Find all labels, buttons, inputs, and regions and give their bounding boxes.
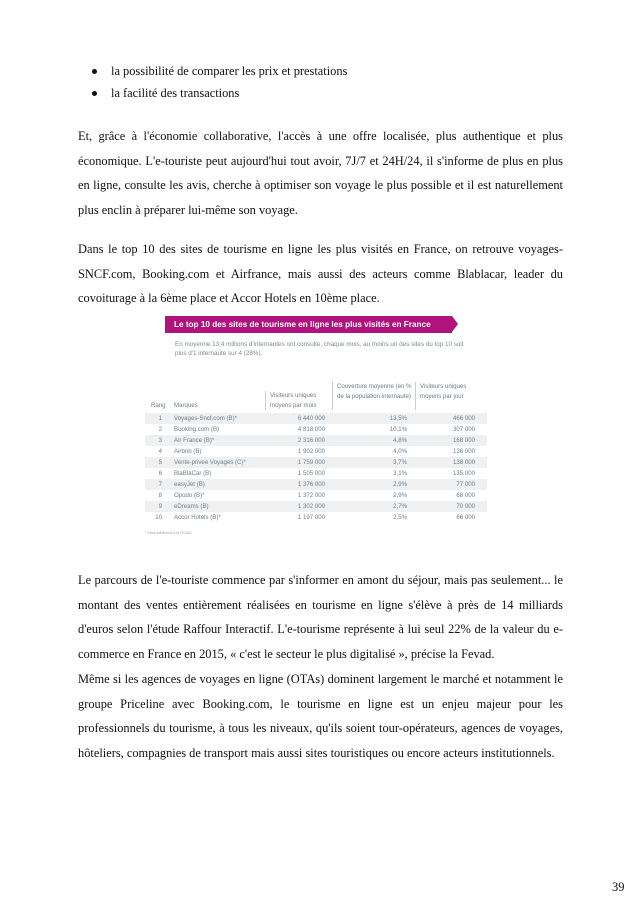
cell-brand: eDreams (B) [174, 503, 209, 510]
cell-visitors: 1 197 000 [297, 514, 325, 521]
bullet-icon [92, 91, 97, 96]
bullet-list [92, 60, 347, 104]
paragraph-text: Même si les agences de voyages en ligne (OTAs) dominent largement le marché et notamment le groupe Priceline avec Booking.com, le tourisme en ligne est un enjeu majeur pour les professionnels du tourisme, à tous les niveaux, qu'ils soient tour-opérateurs, agences de voyages, hôteliers, compagnies de transport mais aussi sites touristiques ou encore acteurs institutionnels. [78, 671, 563, 760]
list-item [92, 82, 347, 104]
header-rank: Rang [151, 402, 166, 409]
cell-coverage: 2,7% [393, 503, 407, 510]
cell-visitors: 1 302 000 [297, 503, 325, 510]
cell-coverage: 4,8% [393, 437, 407, 444]
header-brand: Marques [174, 402, 198, 409]
header-visitors: Visiteurs uniques moyens par mois [265, 391, 330, 410]
cell-visitors: 1 902 000 [297, 448, 325, 455]
table-row [145, 413, 487, 424]
bullet-icon [92, 69, 97, 74]
paragraph-top10-intro [78, 237, 563, 311]
table-row [145, 424, 487, 435]
cell-visitors: 4 818 000 [297, 426, 325, 433]
banner-arrow-icon [452, 316, 458, 332]
cell-coverage: 2,9% [393, 492, 407, 499]
top10-figure [145, 313, 487, 543]
table-row [145, 490, 487, 501]
table-row [145, 468, 487, 479]
paragraph-text: Dans le top 10 des sites de tourisme en ligne les plus visités en France, on retrouve voyages-SNCF.com, Booking.com et Airfrance, mais aussi des acteurs comme Blablacar, leader du covoiturage à la 6ème place et Accor Hotels en 10ème place. [78, 242, 563, 306]
cell-brand: Booking.com (B) [174, 426, 220, 433]
cell-daily: 77 000 [456, 481, 475, 488]
cell-daily: 466 000 [452, 415, 475, 422]
cell-rank: 1 [158, 415, 162, 422]
cell-daily: 66 000 [456, 514, 475, 521]
header-daily: Visiteurs uniques moyens par jour [415, 382, 482, 410]
figure-subtitle: En moyenne 13,4 millions d'internautes ont consulté, chaque mois, au moins un des sites du top 10 soit plus d'1 internaute sur 4 (28%). [175, 341, 464, 357]
bullet-text: la possibilité de comparer les prix et prestations [111, 63, 348, 78]
table-row [145, 435, 487, 446]
cell-coverage: 3,1% [393, 470, 407, 477]
cell-brand: BlaBlaCar (B) [174, 470, 212, 477]
cell-brand: easyJet (B) [174, 481, 205, 488]
cell-rank: 7 [158, 481, 162, 488]
table-row [145, 457, 487, 468]
table-row [145, 501, 487, 512]
cell-brand: Opodo (B)* [174, 492, 205, 499]
cell-rank: 5 [158, 459, 162, 466]
cell-rank: 4 [158, 448, 162, 455]
cell-brand: Air France (B)* [174, 437, 215, 444]
cell-rank: 2 [158, 426, 162, 433]
cell-brand: Voyages-Sncf.com (B)* [174, 415, 237, 422]
cell-daily: 136 000 [452, 448, 475, 455]
cell-daily: 307 000 [452, 426, 475, 433]
page-number: 39 [612, 880, 625, 894]
cell-daily: 138 000 [452, 459, 475, 466]
list-item [92, 60, 347, 82]
figure-banner: Le top 10 des sites de tourisme en ligne les plus visités en France [165, 316, 452, 333]
header-coverage: Couverture moyenne (en % de la population internaute) [332, 382, 413, 410]
cell-brand: Airbnb (B) [174, 448, 202, 455]
bullet-text: la facilité des transactions [111, 85, 240, 100]
figure-footnote: * Sites adhérents à la FEVAD [145, 531, 192, 535]
cell-visitors: 1 376 000 [297, 481, 325, 488]
cell-daily: 135 000 [452, 470, 475, 477]
paragraph-text: Le parcours de l'e-touriste commence par s'informer en amont du séjour, mais pas seulement... le montant des ventes entièrement réalisées en tourisme en ligne s'élève à près de 14 milliards d'euros selon l'étude Raffour Interactif. L'e-tourisme représente à lui seul 22% de la valeur du e-commerce en France en 2015, « c'est le secteur le plus digitalisé », précise la Fevad. [78, 573, 563, 662]
paragraph-collaborative-economy [78, 124, 563, 223]
cell-daily: 70 000 [456, 503, 475, 510]
paragraph-text: Et, grâce à l'économie collaborative, l'accès à une offre localisée, plus authentique et plus économique. L'e-touriste peut aujourd'hui tout avoir, 7J/7 et 24H/24, il s'informe de plus en plus en ligne, consulte les avis, cherche à optimiser son voyage le plus possible et il est naturellement plus enclin à préparer lui-même son voyage. [78, 129, 563, 218]
cell-visitors: 6 440 000 [297, 415, 325, 422]
cell-visitors: 1 372 000 [297, 492, 325, 499]
cell-coverage: 2,9% [393, 481, 407, 488]
cell-coverage: 2,5% [393, 514, 407, 521]
cell-rank: 6 [158, 470, 162, 477]
cell-rank: 10 [155, 514, 162, 521]
table-row [145, 479, 487, 490]
cell-brand: Vente-privee Voyages (C)* [174, 459, 246, 466]
cell-coverage: 10,1% [389, 426, 407, 433]
cell-visitors: 1 759 000 [297, 459, 325, 466]
cell-coverage: 13,5% [389, 415, 407, 422]
cell-rank: 8 [158, 492, 162, 499]
table-row [145, 512, 487, 523]
cell-brand: Accor Hotels (B)* [174, 514, 221, 521]
cell-rank: 9 [158, 503, 162, 510]
cell-coverage: 3,7% [393, 459, 407, 466]
cell-daily: 68 000 [456, 492, 475, 499]
cell-rank: 3 [158, 437, 162, 444]
cell-coverage: 4,0% [393, 448, 407, 455]
cell-visitors: 1 505 000 [297, 470, 325, 477]
cell-visitors: 2 316 000 [297, 437, 325, 444]
cell-daily: 168 000 [452, 437, 475, 444]
table-row [145, 446, 487, 457]
paragraph-e-tourist-journey [78, 568, 563, 766]
